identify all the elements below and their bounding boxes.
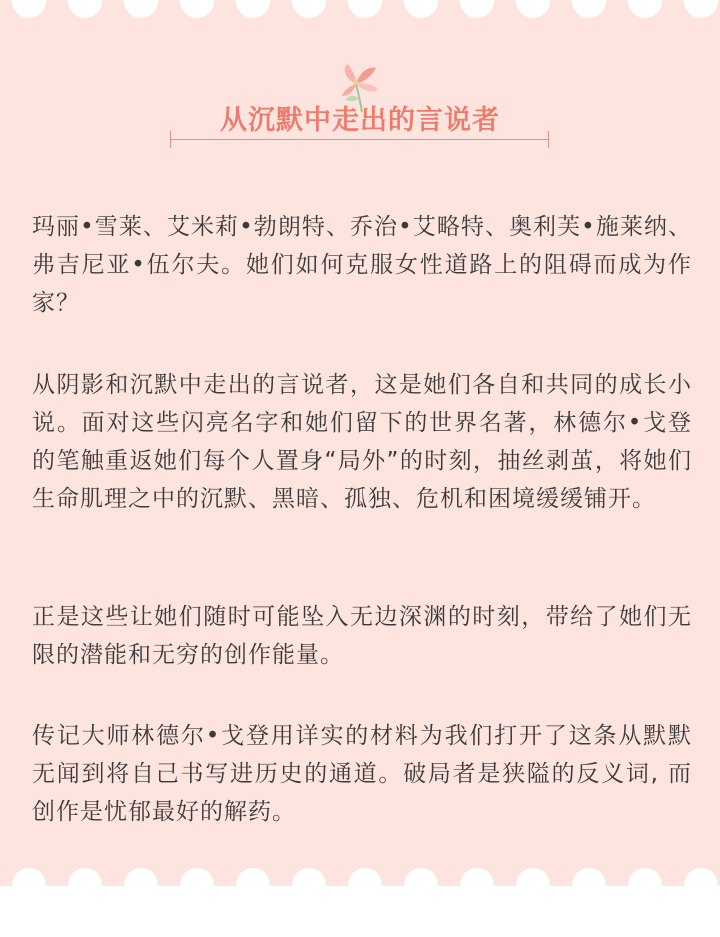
paragraph-4: 传记大师林德尔•戈登用详实的材料为我们打开了这条从默默无闻到将自己书写进历史的通道。破局者是狭隘的反义词, 而创作是忧郁最好的解药。 xyxy=(32,723,692,825)
title-underline-tick-left xyxy=(170,131,171,148)
top-scallop-edge xyxy=(0,0,720,18)
paragraph-3: 正是这些让她们随时可能坠入无边深渊的时刻，带给了她们无限的潜能和无穷的创作能量。 xyxy=(32,604,692,668)
page-title: 从沉默中走出的言说者 xyxy=(220,105,500,136)
paragraph-2: 从阴影和沉默中走出的言说者，这是她们各自和共同的成长小说。面对这些闪亮名字和她们留下的世界名著，林德尔•戈登的笔触重返她们每个人置身“局外”的时刻，抽丝剥茧，将她们生命肌理之中的沉默、黑暗、孤独、危机和困境缓缓铺开。 xyxy=(32,372,692,512)
paragraph-1: 玛丽•雪莱、艾米莉•勃朗特、乔治•艾略特、奥利芙•施莱纳、弗吉尼亚•伍尔夫。她们如何克服女性道路上的阻碍而成为作家？ xyxy=(32,214,692,316)
title-underline xyxy=(170,139,548,140)
bottom-scallop-edge xyxy=(0,868,720,886)
title-underline-tick-right xyxy=(548,131,549,148)
